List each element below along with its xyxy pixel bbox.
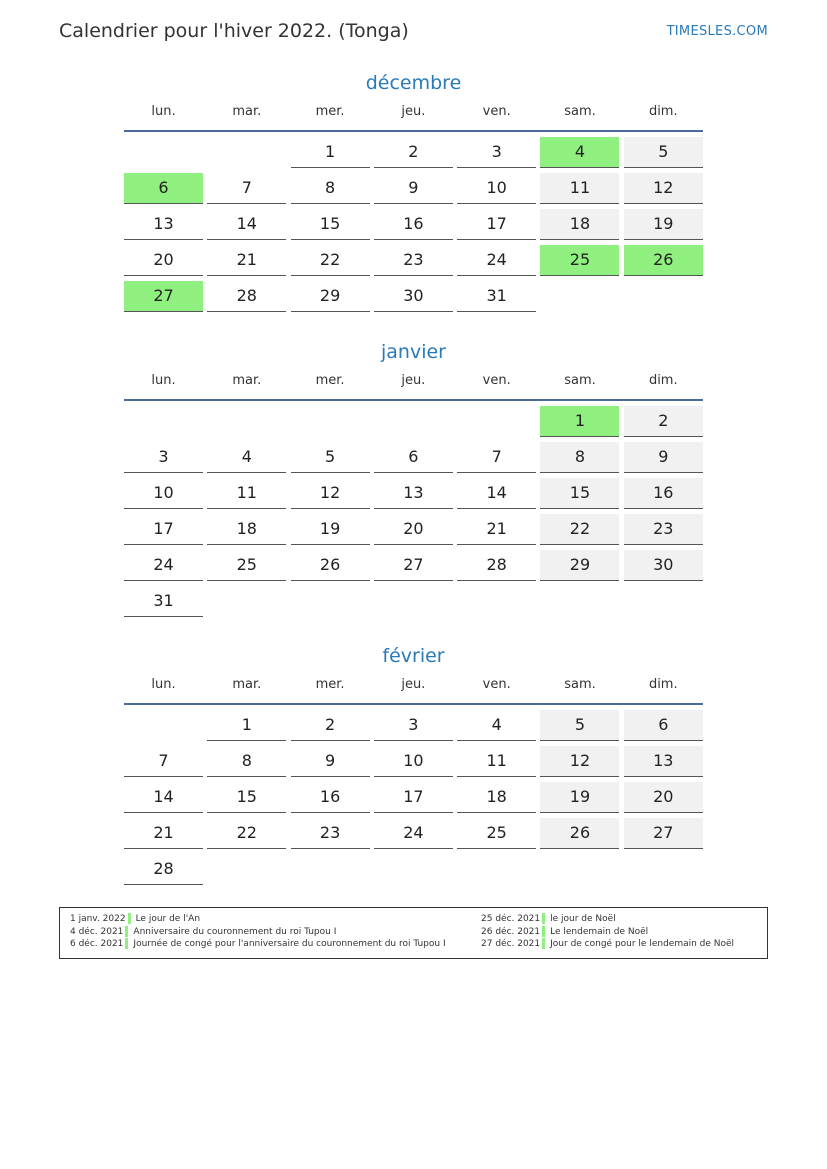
page-title: Calendrier pour l'hiver 2022. (Tonga) [59, 20, 409, 42]
weekday-label: mar. [232, 677, 262, 692]
day-cell: 21 [207, 245, 286, 276]
day-cell: 14 [124, 782, 203, 813]
header-rule [124, 399, 703, 401]
day-cell: 25 [207, 550, 286, 581]
weekday-label: ven. [482, 677, 511, 692]
holiday-legend [59, 907, 768, 959]
weekday-label: dim. [648, 104, 678, 119]
header-rule [124, 703, 703, 705]
day-cell: 1 [207, 710, 286, 741]
day-cell: 13 [624, 746, 703, 777]
day-cell: 17 [374, 782, 453, 813]
weekday-header [124, 677, 703, 701]
weekday-label: ven. [482, 373, 511, 388]
month-february [124, 641, 703, 885]
brand-link[interactable]: TIMESLES.COM [666, 24, 768, 39]
day-cell: 21 [457, 514, 536, 545]
day-cell: 24 [457, 245, 536, 276]
day-cell: 18 [457, 782, 536, 813]
month-december [124, 68, 703, 312]
legend-item [70, 926, 446, 939]
holiday-day-cell: 26 [624, 245, 703, 276]
day-cell: 25 [457, 818, 536, 849]
header-rule [124, 130, 703, 132]
day-cell: 2 [374, 137, 453, 168]
weekday-label: mer. [315, 677, 345, 692]
weekday-label: mar. [232, 104, 262, 119]
empty-cell [124, 710, 203, 741]
legend-item [481, 938, 734, 951]
day-cell: 22 [207, 818, 286, 849]
day-cell: 20 [374, 514, 453, 545]
weekday-label: dim. [648, 677, 678, 692]
day-cell: 12 [540, 746, 619, 777]
holiday-day-cell: 25 [540, 245, 619, 276]
day-cell: 10 [374, 746, 453, 777]
month-title: février [382, 645, 445, 667]
empty-cell [124, 137, 203, 168]
day-cell: 5 [291, 442, 370, 473]
day-cell: 7 [457, 442, 536, 473]
empty-cell [207, 137, 286, 168]
weekday-label: mar. [232, 373, 262, 388]
day-cell: 26 [291, 550, 370, 581]
day-cell: 23 [374, 245, 453, 276]
day-cell: 9 [374, 173, 453, 204]
weekday-label: lun. [151, 373, 176, 388]
weekday-label: dim. [648, 373, 678, 388]
day-cell: 9 [624, 442, 703, 473]
day-cell: 10 [124, 478, 203, 509]
holiday-marker [128, 913, 131, 924]
day-cell: 3 [457, 137, 536, 168]
day-cell: 15 [291, 209, 370, 240]
day-cell: 13 [124, 209, 203, 240]
day-cell: 18 [540, 209, 619, 240]
legend-column-left [70, 913, 446, 951]
day-cell: 17 [457, 209, 536, 240]
day-cell: 2 [291, 710, 370, 741]
weekday-label: sam. [564, 104, 596, 119]
legend-label: le jour de Noël [550, 914, 616, 924]
day-cell: 14 [457, 478, 536, 509]
day-cell: 2 [624, 406, 703, 437]
day-cell: 9 [291, 746, 370, 777]
day-cell: 8 [540, 442, 619, 473]
day-cell: 8 [291, 173, 370, 204]
legend-label: Jour de congé pour le lendemain de Noël [550, 939, 735, 949]
day-cell: 3 [374, 710, 453, 741]
empty-cell [207, 406, 286, 437]
day-cell: 16 [291, 782, 370, 813]
day-cell: 13 [374, 478, 453, 509]
holiday-day-cell: 6 [124, 173, 203, 204]
day-cell: 16 [624, 478, 703, 509]
holiday-marker [542, 938, 545, 949]
day-cell: 11 [457, 746, 536, 777]
day-cell: 11 [540, 173, 619, 204]
day-cell: 28 [207, 281, 286, 312]
day-cell: 22 [540, 514, 619, 545]
holiday-day-cell: 1 [540, 406, 619, 437]
day-cell: 19 [624, 209, 703, 240]
day-cell: 7 [207, 173, 286, 204]
day-cell: 26 [540, 818, 619, 849]
legend-label: Le jour de l'An [135, 914, 201, 924]
weekday-label: jeu. [401, 104, 426, 119]
day-cell: 12 [624, 173, 703, 204]
page-header [59, 18, 768, 46]
empty-cell [374, 406, 453, 437]
weekday-label: lun. [151, 104, 176, 119]
legend-item [481, 926, 734, 939]
day-cell: 12 [291, 478, 370, 509]
day-cell: 19 [291, 514, 370, 545]
day-cell: 16 [374, 209, 453, 240]
day-cell: 4 [457, 710, 536, 741]
day-cell: 6 [624, 710, 703, 741]
day-cell: 30 [374, 281, 453, 312]
empty-cell [124, 406, 203, 437]
day-cell: 24 [124, 550, 203, 581]
day-cell: 23 [624, 514, 703, 545]
day-cell: 28 [124, 854, 203, 885]
day-cell: 22 [291, 245, 370, 276]
day-cell: 31 [124, 586, 203, 617]
weekday-label: jeu. [401, 373, 426, 388]
day-cell: 24 [374, 818, 453, 849]
empty-cell [457, 406, 536, 437]
legend-date: 4 déc. 2021 [70, 926, 124, 937]
weekday-label: mer. [315, 104, 345, 119]
weekday-label: sam. [564, 373, 596, 388]
legend-date: 27 déc. 2021 [481, 939, 541, 949]
weekday-header [124, 104, 703, 128]
legend-column-right [481, 913, 734, 951]
legend-item [481, 913, 734, 926]
weekday-label: lun. [151, 677, 176, 692]
legend-label: Anniversaire du couronnement du roi Tupou I [133, 926, 337, 937]
day-cell: 5 [540, 710, 619, 741]
day-cell: 27 [374, 550, 453, 581]
holiday-day-cell: 4 [540, 137, 619, 168]
holiday-day-cell: 27 [124, 281, 203, 312]
weekday-header [124, 373, 703, 397]
weekday-label: ven. [482, 104, 511, 119]
day-cell: 15 [540, 478, 619, 509]
day-cell: 21 [124, 818, 203, 849]
day-cell: 20 [124, 245, 203, 276]
legend-item [70, 938, 446, 951]
month-title: décembre [365, 72, 462, 94]
day-cell: 1 [291, 137, 370, 168]
day-cell: 17 [124, 514, 203, 545]
month-title: janvier [381, 341, 446, 363]
legend-label: Le lendemain de Noël [550, 926, 649, 937]
weekday-label: jeu. [401, 677, 426, 692]
legend-date: 26 déc. 2021 [481, 926, 541, 937]
weekday-label: mer. [315, 373, 345, 388]
day-cell: 7 [124, 746, 203, 777]
day-cell: 3 [124, 442, 203, 473]
empty-cell [291, 406, 370, 437]
day-cell: 14 [207, 209, 286, 240]
legend-date: 1 janv. 2022 [70, 914, 126, 924]
day-cell: 29 [540, 550, 619, 581]
day-cell: 23 [291, 818, 370, 849]
day-cell: 6 [374, 442, 453, 473]
month-january [124, 337, 703, 617]
day-cell: 29 [291, 281, 370, 312]
legend-date: 6 déc. 2021 [70, 939, 124, 949]
day-cell: 10 [457, 173, 536, 204]
day-cell: 19 [540, 782, 619, 813]
day-grid [124, 406, 703, 617]
holiday-marker [125, 938, 128, 949]
holiday-marker [542, 926, 545, 937]
day-cell: 8 [207, 746, 286, 777]
legend-date: 25 déc. 2021 [481, 914, 541, 924]
day-cell: 28 [457, 550, 536, 581]
day-grid [124, 137, 703, 312]
holiday-marker [125, 926, 128, 937]
day-cell: 30 [624, 550, 703, 581]
day-cell: 18 [207, 514, 286, 545]
day-cell: 31 [457, 281, 536, 312]
day-cell: 15 [207, 782, 286, 813]
day-cell: 20 [624, 782, 703, 813]
day-cell: 5 [624, 137, 703, 168]
day-cell: 4 [207, 442, 286, 473]
weekday-label: sam. [564, 677, 596, 692]
day-grid [124, 710, 703, 885]
holiday-marker [542, 913, 545, 924]
legend-item [70, 913, 446, 926]
day-cell: 27 [624, 818, 703, 849]
legend-label: Journée de congé pour l'anniversaire du couronnement du roi Tupou I [133, 939, 446, 949]
day-cell: 11 [207, 478, 286, 509]
